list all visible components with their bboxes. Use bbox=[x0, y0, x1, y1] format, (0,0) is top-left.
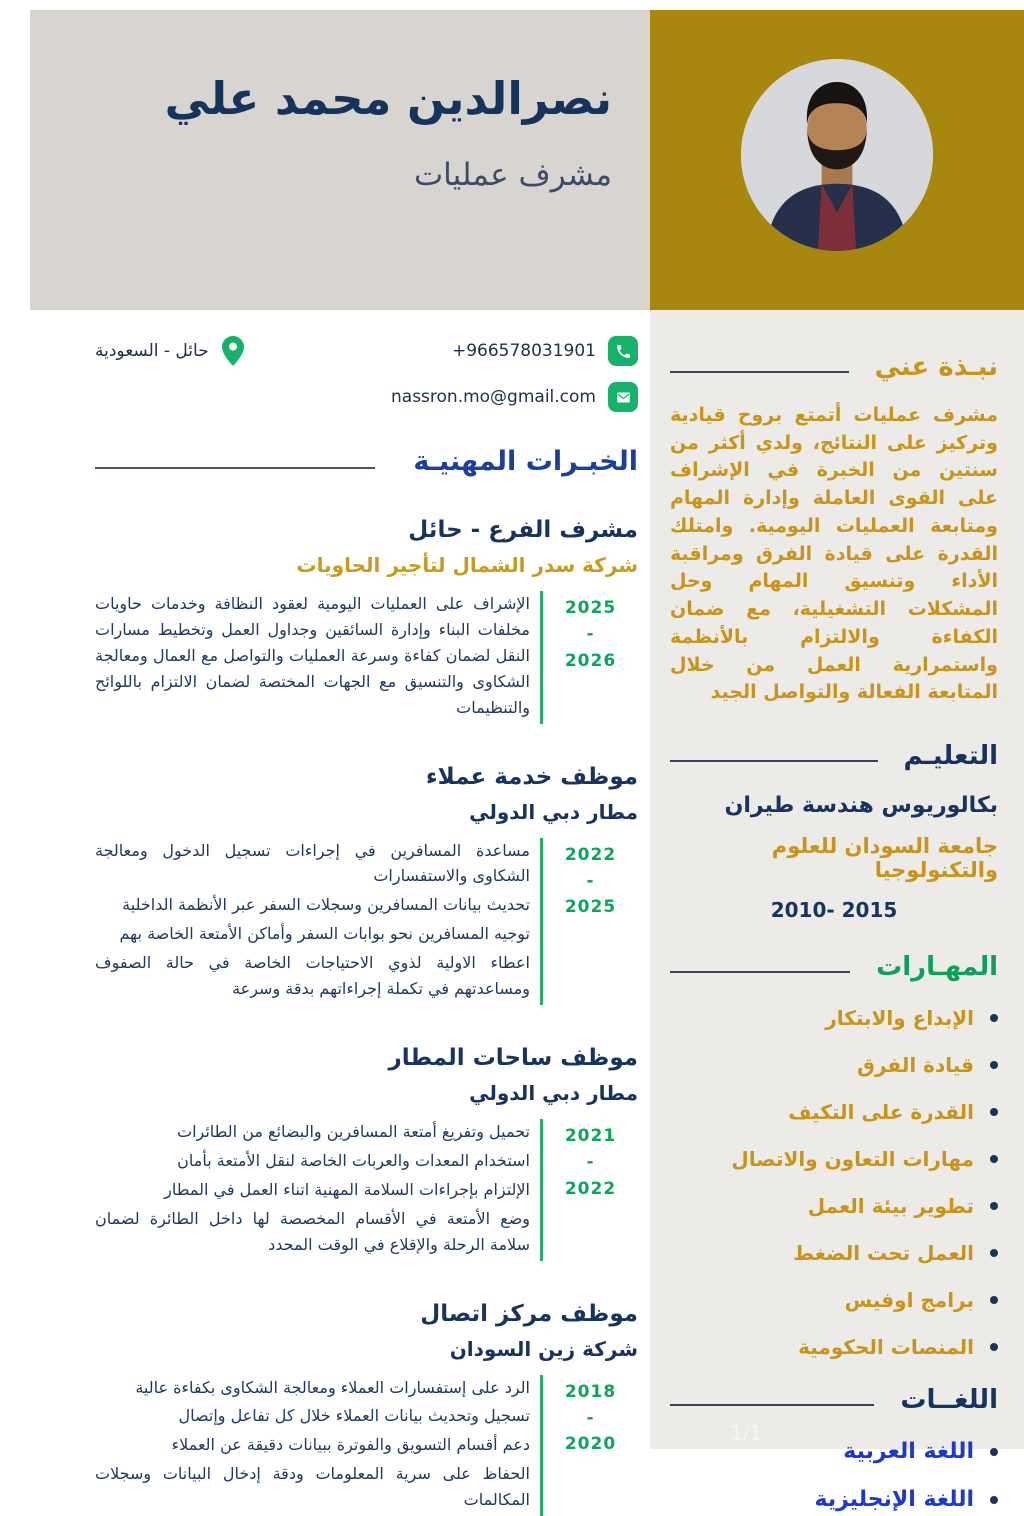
job-title: موظف خدمة عملاء bbox=[95, 764, 638, 790]
email-icon bbox=[608, 382, 638, 412]
person-job-title: مشرف عمليات bbox=[40, 157, 612, 193]
phone-value: +966578031901 bbox=[452, 341, 596, 361]
bullet-icon bbox=[990, 1155, 998, 1163]
job-dates: 2025 - 2026 bbox=[540, 591, 638, 724]
bullet-icon bbox=[990, 1202, 998, 1210]
contact-block bbox=[95, 336, 638, 412]
education-years: 2010- 2015 bbox=[670, 898, 998, 922]
phone-row bbox=[452, 336, 638, 366]
skill-item: مهارات التعاون والاتصال bbox=[670, 1147, 998, 1171]
bullet-icon bbox=[990, 1014, 998, 1022]
languages-title: اللغــات bbox=[900, 1385, 998, 1415]
section-divider bbox=[95, 467, 375, 469]
job-company: شركة سدر الشمال لتأجير الحاويات bbox=[95, 553, 638, 577]
bullet-icon bbox=[990, 1448, 998, 1456]
languages-list bbox=[670, 1439, 998, 1512]
job-description: مساعدة المسافرين في إجراءات تسجيل الدخول ومعالجة الشكاوى والاستفسارات تحديث بيانات المسافرين وسجلات السفر عبر الأنظمة الداخلية توجيه المسافرين نحو بوابات السفر وأماكن الأمتعة الخاصة بهم اعطاء الاولية لذوي الاحتياجات الخاصة في حالة الصفوف ومساعدتهم في تكملة إجراءاتهم بدقة وسرعة bbox=[95, 838, 530, 1005]
language-item: اللغة العربية bbox=[670, 1439, 998, 1464]
skill-item: تطوير بيئة العمل bbox=[670, 1194, 998, 1218]
skills-list bbox=[670, 1006, 998, 1359]
job-title: موظف ساحات المطار bbox=[95, 1045, 638, 1071]
job-entry bbox=[95, 1045, 638, 1261]
email-value: nassron.mo@gmail.com bbox=[391, 387, 596, 407]
avatar-illustration bbox=[741, 59, 933, 251]
about-text: مشرف عمليات أتمتع بروح قيادية وتركيز على النتائج، ولدي أكثر من سنتين من الخبرة في الإشراف على القوى العاملة وإدارة المهام ومتابعة العمليات اليومية. وامتلك القدرة على قيادة الفرق ومراقبة الأداء وتنسيق المهام وحل المشكلات التشغيلية، مع ضمان الكفاءة والالتزام بالأنظمة واستمرارية العمل من خلال المتابعة الفعالة والتواصل الجيد bbox=[670, 402, 998, 707]
education-degree: بكالوريوس هندسة طيران bbox=[670, 793, 998, 818]
languages-section bbox=[670, 1385, 998, 1512]
skill-item: الإبداع والابتكار bbox=[670, 1006, 998, 1030]
bullet-icon bbox=[990, 1343, 998, 1351]
skills-section bbox=[670, 952, 998, 1359]
job-entry bbox=[95, 1301, 638, 1516]
job-entry bbox=[95, 764, 638, 1005]
location-row bbox=[95, 336, 245, 366]
bullet-icon bbox=[990, 1108, 998, 1116]
sidebar bbox=[650, 310, 1024, 1449]
header bbox=[0, 10, 1024, 310]
skill-item: العمل تحت الضغط bbox=[670, 1241, 998, 1265]
main-content bbox=[0, 310, 650, 1449]
bullet-icon bbox=[990, 1061, 998, 1069]
bullet-icon bbox=[990, 1249, 998, 1257]
phone-icon bbox=[608, 336, 638, 366]
job-title: موظف مركز اتصال bbox=[95, 1301, 638, 1327]
job-description: الإشراف على العمليات اليومية لعقود النظافة وخدمات حاويات مخلفات البناء وإدارة السائقين وجداول العمل وتخطيط مسارات النقل لضمان كفاءة وسرعة العمليات والتواصل مع العمال ومعالجة الشكاوى والتنسيق مع الجهات المختصة لضمان الالتزام باللوائح والتنظيمات bbox=[95, 591, 530, 724]
location-pin-icon bbox=[221, 336, 245, 366]
location-value: حائل - السعودية bbox=[95, 341, 209, 361]
job-dates: 2018 - 2020 bbox=[540, 1375, 638, 1516]
experience-title: الخبـرات المهنيـة bbox=[413, 446, 638, 477]
section-divider bbox=[670, 760, 878, 762]
skill-item: القدرة على التكيف bbox=[670, 1100, 998, 1124]
bullet-icon bbox=[990, 1496, 998, 1504]
skills-title: المهـارات bbox=[876, 952, 998, 982]
job-dates: 2022 - 2025 bbox=[540, 838, 638, 1005]
job-company: مطار دبي الدولي bbox=[95, 800, 638, 824]
skill-item: قيادة الفرق bbox=[670, 1053, 998, 1077]
job-dates: 2021 - 2022 bbox=[540, 1119, 638, 1261]
about-title: نبـذة عني bbox=[875, 352, 998, 382]
job-title: مشرف الفرع - حائل bbox=[95, 517, 638, 543]
avatar bbox=[741, 59, 933, 251]
job-description: الرد على إستفسارات العملاء ومعالجة الشكاوى بكفاءة عالية تسجيل وتحديث بيانات العملاء خلال كل تفاعل وإتصال دعم أقسام التسويق والفوترة ببيانات دقيقة عن العملاء الحفاظ على سرية المعلومات ودقة إدخال البيانات وسجلات المكالمات bbox=[95, 1375, 530, 1516]
page-number: 1/1 bbox=[730, 1421, 762, 1445]
education-section bbox=[670, 741, 998, 922]
photo-panel bbox=[650, 10, 1024, 310]
name-panel bbox=[30, 10, 650, 310]
skill-item: المنصات الحكومية bbox=[670, 1335, 998, 1359]
job-company: شركة زين السودان bbox=[95, 1337, 638, 1361]
job-description: تحميل وتفريغ أمتعة المسافرين والبضائع من الطائرات استخدام المعدات والعربات الخاصة لنقل الأمتعة بأمان الإلتزام بإجراءات السلامة المهنية اتناء العمل في المطار وضع الأمتعة في الأقسام المخصصة لها داخل الطائرة لضمان سلامة الرحلة والإقلاع في الوقت المحدد bbox=[95, 1119, 530, 1261]
section-divider bbox=[670, 1404, 874, 1406]
language-item: اللغة الإنجليزية bbox=[670, 1487, 998, 1512]
skill-item: برامج اوفيس bbox=[670, 1288, 998, 1312]
person-name: نصرالدين محمد علي bbox=[40, 72, 612, 125]
bullet-icon bbox=[990, 1296, 998, 1304]
section-divider bbox=[670, 371, 849, 373]
education-school: جامعة السودان للعلوم والتكنولوجيا bbox=[670, 834, 998, 882]
email-row bbox=[391, 382, 638, 412]
job-company: مطار دبي الدولي bbox=[95, 1081, 638, 1105]
job-entry bbox=[95, 517, 638, 724]
education-title: التعليـم bbox=[904, 741, 998, 771]
section-divider bbox=[670, 971, 850, 973]
